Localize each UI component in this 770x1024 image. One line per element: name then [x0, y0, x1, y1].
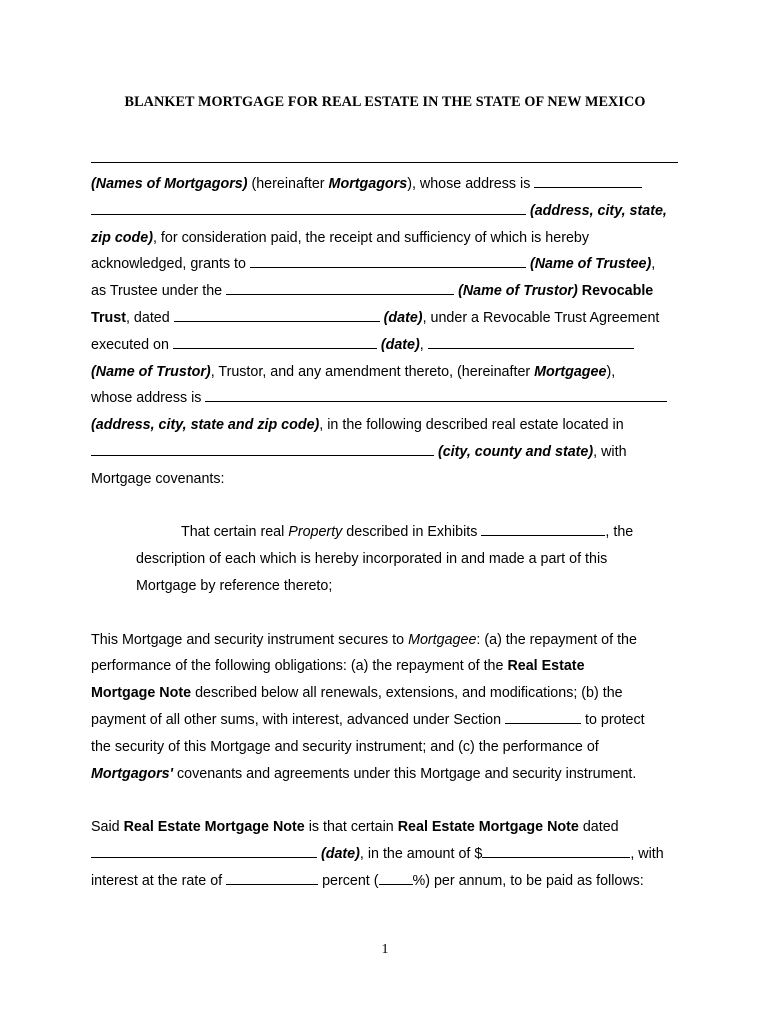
- location-blank[interactable]: [91, 442, 434, 456]
- address-city-state-label: (address, city, state,: [526, 202, 667, 219]
- para1-line5: as Trustee under the (Name of Trustor) Revocable: [91, 283, 654, 300]
- interest-rate-number-blank[interactable]: [379, 871, 413, 885]
- para4-line3: interest at the rate of percent ( %) per annum, to be paid as follows:: [91, 872, 644, 889]
- para3-line3: Mortgage Note described below all renewals, extensions, and modifications; (b) the: [91, 685, 623, 702]
- remn-term-1: Real Estate Mortgage Note: [123, 819, 305, 836]
- date-label-1: (date): [379, 309, 423, 326]
- zip-code-label: zip code): [91, 229, 153, 246]
- document-body: [91, 171, 681, 895]
- name-of-trustor-label: (Name of Trustor): [454, 283, 578, 300]
- note-date-blank[interactable]: [91, 844, 317, 858]
- para1-line4: acknowledged, grants to (Name of Trustee),: [91, 256, 656, 273]
- remn-term-2: Real Estate Mortgage Note: [397, 819, 579, 836]
- trust-term: Trust: [91, 309, 126, 326]
- para1-line1: (Names of Mortgagors) (hereinafter Mortgagors), whose address is: [91, 171, 681, 198]
- para1-line2: [91, 198, 681, 225]
- mortgagor-names-blank[interactable]: [91, 162, 678, 163]
- para4-line2: (date), in the amount of $ , with: [91, 841, 681, 868]
- real-estate-term: Real Estate: [507, 658, 585, 675]
- trustor-name-blank-2[interactable]: [428, 335, 634, 349]
- mortgagor-address-blank-1[interactable]: [534, 174, 642, 188]
- mortgagee-term-2: Mortgagee: [408, 631, 477, 648]
- para1-line7: executed on (date),: [91, 332, 681, 359]
- city-county-state-label: (city, county and state): [434, 443, 594, 460]
- para4-line1: Said Real Estate Mortgage Note is that certain Real Estate Mortgage Note dated: [91, 819, 619, 836]
- trustor-name-blank-1[interactable]: [226, 281, 454, 295]
- address-full-label: (address, city, state and zip code): [91, 417, 320, 434]
- page-number: 1: [381, 942, 389, 957]
- para2-line2: description of each which is hereby incorporated in and made a part of this: [136, 551, 608, 568]
- mortgagee-term: Mortgagee: [534, 363, 607, 380]
- executed-date-blank[interactable]: [173, 335, 377, 349]
- para1-line10: (address, city, state and zip code), in the following described real estate located in: [91, 417, 624, 434]
- document-title: BLANKET MORTGAGE FOR REAL ESTATE IN THE STATE OF NEW MEXICO: [124, 94, 646, 110]
- mortgage-note-term: Mortgage Note: [91, 685, 192, 702]
- mortgagors-possessive-term: Mortgagors': [91, 765, 174, 782]
- exhibits-blank[interactable]: [481, 522, 605, 536]
- date-label-3: (date): [317, 845, 360, 862]
- para3-line4: payment of all other sums, with interest, advanced under Section to protect: [91, 711, 645, 728]
- para3-line5: the security of this Mortgage and security instrument; and (c) the performance of: [91, 738, 599, 755]
- para1-line6: Trust, dated (date), under a Revocable Trust Agreement: [91, 309, 660, 326]
- trust-date-blank[interactable]: [174, 308, 380, 322]
- para1-line8: (Name of Trustor), Trustor, and any amendment thereto, (hereinafter Mortgagee),: [91, 363, 616, 380]
- name-of-trustee-label: (Name of Trustee): [525, 256, 652, 273]
- date-label-2: (date): [376, 336, 420, 353]
- name-of-trustor-label-2: (Name of Trustor): [91, 363, 211, 380]
- interest-rate-words-blank[interactable]: [226, 871, 318, 885]
- mortgagor-address-blank-2[interactable]: [91, 201, 526, 215]
- section-blank[interactable]: [505, 710, 581, 724]
- para1-line9: whose address is: [91, 385, 681, 412]
- para1-line3: zip code), for consideration paid, the receipt and sufficiency of which is hereby: [91, 229, 590, 246]
- para2-line3: Mortgage by reference thereto;: [136, 577, 333, 594]
- property-term: Property: [288, 524, 343, 541]
- para3-line1: This Mortgage and security instrument secures to Mortgagee: (a) the repayment of the: [91, 631, 637, 648]
- trustee-name-blank[interactable]: [250, 254, 526, 268]
- para2-line1: That certain real Property described in Exhibits , the: [181, 524, 634, 541]
- mortgagors-term: Mortgagors: [328, 176, 408, 192]
- mortgagee-address-blank[interactable]: [205, 388, 667, 402]
- amount-blank[interactable]: [482, 844, 630, 858]
- names-of-mortgagors-label: (Names of Mortgagors): [91, 176, 248, 192]
- para1-line12: Mortgage covenants:: [91, 470, 225, 487]
- para3-line2: performance of the following obligations: (a) the repayment of the Real Estate: [91, 658, 585, 675]
- para1-line11: (city, county and state), with: [91, 439, 681, 466]
- para3-line6: Mortgagors' covenants and agreements under this Mortgage and security instrument.: [91, 765, 637, 782]
- property-paragraph: [91, 519, 681, 599]
